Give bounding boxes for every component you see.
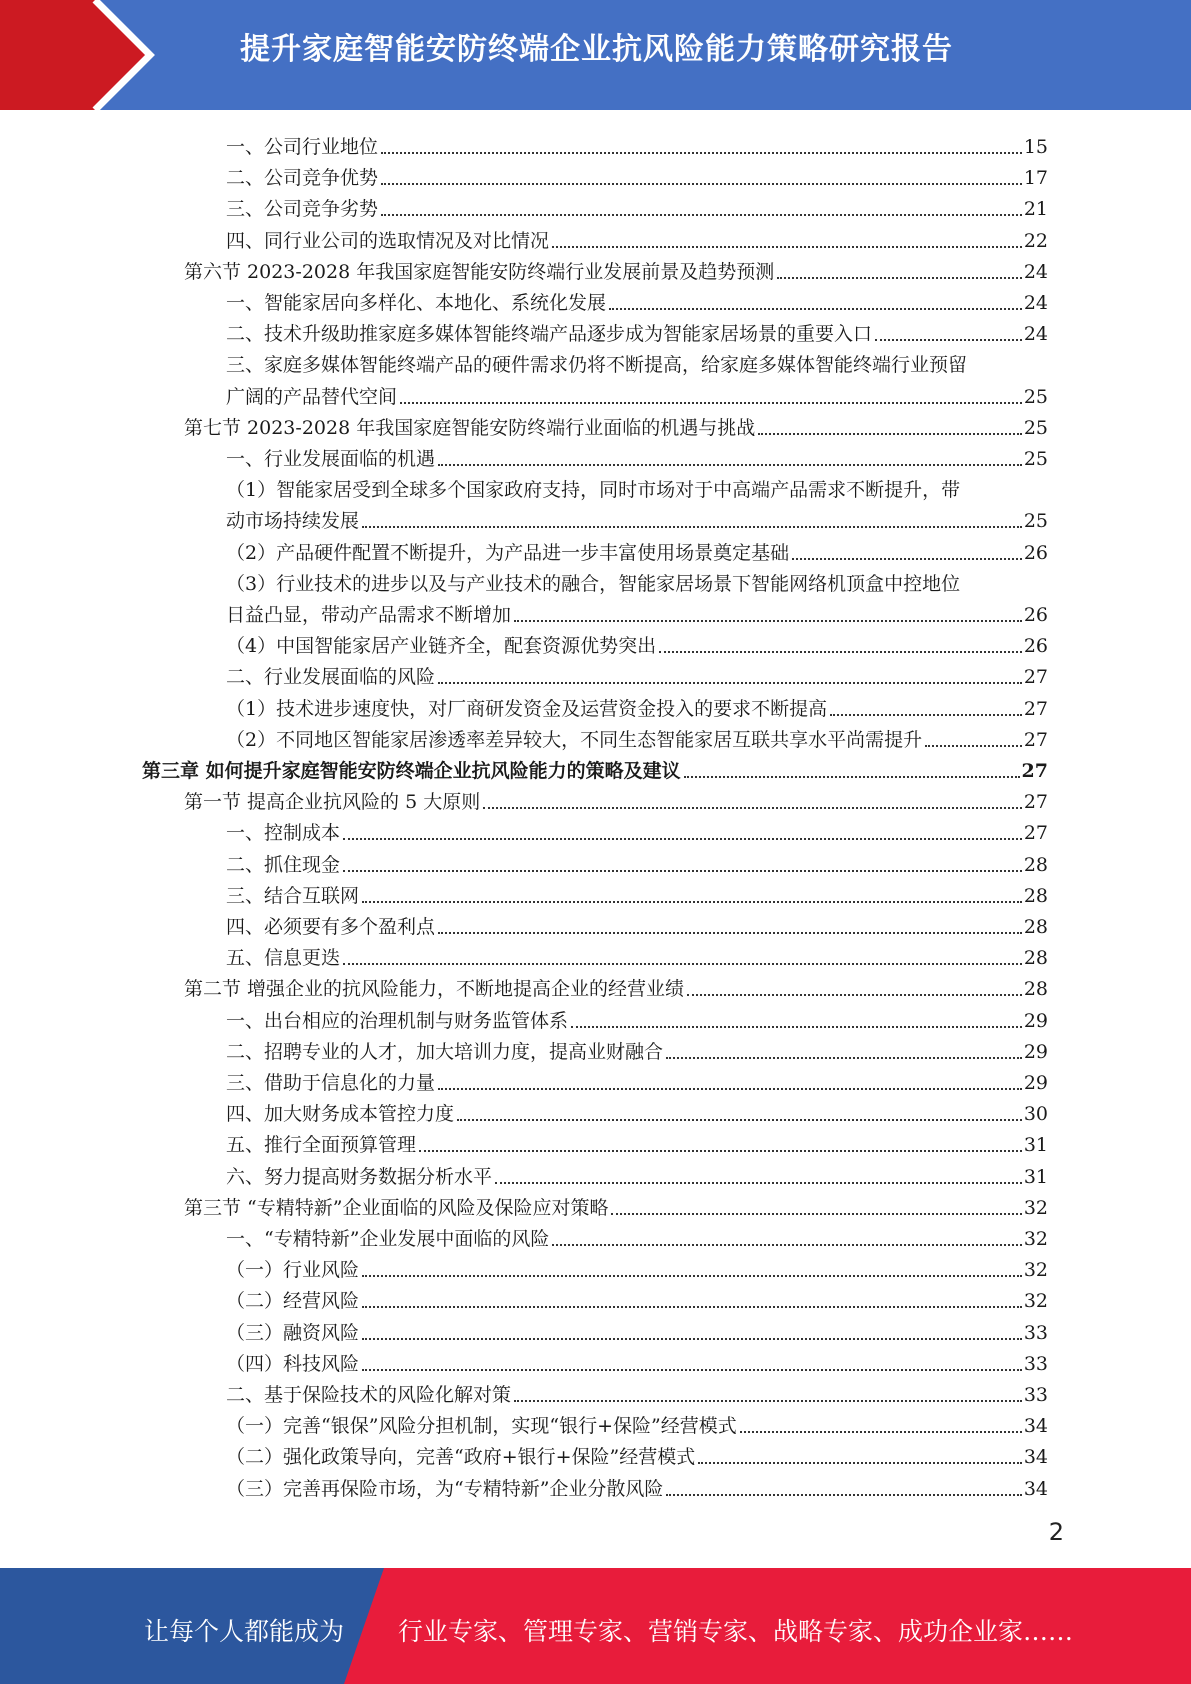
toc-entry-title: 五、信息更迭: [226, 947, 341, 970]
toc-page-number: 27: [1023, 666, 1048, 689]
toc-page-number: 27: [1023, 791, 1048, 814]
toc-page-number: 33: [1023, 1384, 1048, 1406]
toc-page-number: 25: [1023, 385, 1048, 408]
toc-leader-dots: [698, 1461, 1022, 1464]
toc-entry-title: 第六节 2023-2028 年我国家庭智能安防终端行业发展前景及趋势预测: [184, 260, 775, 283]
toc-entry-title: （2）不同地区智能家居渗透率差异较大，不同生态智能家居互联共享水平尚需提升: [226, 728, 923, 751]
toc-entry-title: 二、招聘专业的人才，加大培训力度，提高业财融合: [226, 1040, 664, 1063]
toc-entry-title: 广阔的产品替代空间: [226, 385, 398, 408]
toc-entry-title: 一、控制成本: [226, 822, 341, 845]
toc-entry[interactable]: [226, 315, 1048, 346]
toc-entry[interactable]: [226, 1033, 1048, 1064]
toc-entry[interactable]: [226, 128, 1048, 159]
toc-entry-title: （二）经营风险: [226, 1290, 360, 1313]
toc-entry-title: （三）融资风险: [226, 1321, 360, 1344]
toc-entry[interactable]: [226, 440, 1048, 471]
toc-leader-dots: [514, 619, 1022, 622]
toc-page-number: 32: [1023, 1196, 1048, 1219]
toc-leader-dots: [483, 806, 1022, 809]
toc-entry[interactable]: [226, 627, 1048, 658]
toc-leader-dots: [438, 931, 1022, 934]
toc-page-number: 22: [1023, 229, 1048, 252]
toc-page-number: 33: [1023, 1352, 1048, 1375]
toc-leader-dots: [666, 1493, 1021, 1496]
toc-page-number: 24: [1023, 323, 1048, 346]
toc-entry[interactable]: [226, 1282, 1048, 1313]
toc-leader-dots: [362, 525, 1022, 528]
toc-entry[interactable]: [226, 1345, 1048, 1376]
toc-leader-dots: [438, 463, 1022, 466]
toc-leader-dots: [438, 681, 1022, 684]
toc-leader-dots: [362, 1337, 1022, 1340]
toc-leader-dots: [684, 775, 1020, 778]
toc-entry-title: 四、必须要有多个盈利点: [226, 916, 436, 938]
toc-page-number: 24: [1023, 292, 1048, 314]
toc-page-number: 27: [1021, 760, 1048, 782]
toc-entry-title: 二、抓住现金: [226, 853, 341, 876]
toc-entry[interactable]: [226, 690, 1048, 721]
toc-leader-dots: [381, 151, 1022, 154]
toc-entry-title: 四、加大财务成本管控力度: [226, 1103, 455, 1126]
toc-entry-title: 二、公司竞争优势: [226, 167, 379, 190]
toc-page-number: 25: [1023, 448, 1048, 470]
toc-page-number: 26: [1023, 604, 1048, 626]
toc-entry[interactable]: [226, 908, 1048, 939]
toc-leader-dots: [438, 1087, 1022, 1090]
toc-leader-dots: [400, 401, 1022, 404]
toc-entry[interactable]: [226, 1376, 1048, 1407]
footer-slogan-right: 行业专家、管理专家、营销专家、战略专家、成功企业家……: [398, 1617, 1074, 1646]
toc-entry-title: 第三节 “专精特新”企业面临的风险及保险应对策略: [184, 1196, 609, 1219]
toc-page-number: 28: [1023, 978, 1048, 1001]
toc-page-number: 28: [1023, 947, 1048, 970]
toc-entry-title: 一、智能家居向多样化、本地化、系统化发展: [226, 292, 607, 314]
toc-entry-title: （4）中国智能家居产业链齐全，配套资源优势突出: [226, 635, 657, 658]
toc-page-number: 25: [1023, 510, 1048, 533]
toc-page-number: 21: [1023, 198, 1048, 221]
toc-leader-dots: [343, 869, 1022, 872]
toc-leader-dots: [830, 713, 1022, 716]
toc-entry[interactable]: [226, 658, 1048, 689]
toc-entry[interactable]: [226, 846, 1048, 877]
toc-leader-dots: [687, 993, 1022, 996]
toc-entry-title: （1）技术进步速度快，对厂商研发资金及运营资金投入的要求不断提高: [226, 697, 828, 720]
toc-leader-dots: [740, 1430, 1022, 1433]
toc-entry[interactable]: [226, 1126, 1048, 1157]
toc-leader-dots: [666, 1056, 1022, 1059]
toc-entry[interactable]: [226, 159, 1048, 190]
toc-entry[interactable]: [226, 1002, 1048, 1033]
toc-leader-dots: [495, 1181, 1022, 1184]
page-header: [0, 0, 1191, 110]
toc-leader-dots: [362, 1305, 1022, 1308]
toc-entry-title: （一）行业风险: [226, 1259, 360, 1282]
toc-page-number: 17: [1023, 167, 1048, 190]
toc-entry-title: 三、借助于信息化的力量: [226, 1072, 436, 1094]
toc-page-number: 28: [1023, 884, 1048, 907]
toc-page-number: 34: [1023, 1415, 1048, 1438]
toc-leader-dots: [552, 1243, 1021, 1246]
toc-entry[interactable]: [226, 378, 1048, 409]
toc-page-number: 28: [1023, 853, 1048, 876]
toc-entry-first-line: （1）智能家居受到全球多个国家政府支持，同时市场对于中高端产品需求不断提升，带: [226, 479, 961, 502]
toc-entry[interactable]: [184, 409, 1048, 440]
toc-entry-title: 二、技术升级助推家庭多媒体智能终端产品逐步成为智能家居场景的重要入口: [226, 323, 873, 346]
toc-page-number: 29: [1023, 1009, 1048, 1032]
toc-page-number: 31: [1023, 1165, 1048, 1188]
toc-page-number: 33: [1023, 1321, 1048, 1344]
toc-entry[interactable]: [226, 1470, 1048, 1501]
toc-entry-title: （三）完善再保险市场，为“专精特新”企业分散风险: [226, 1477, 664, 1500]
toc-leader-dots: [362, 1274, 1022, 1277]
toc-entry-title: 六、努力提高财务数据分析水平: [226, 1165, 493, 1188]
toc-entry[interactable]: [226, 284, 1048, 315]
toc-entry-title: 一、“专精特新”企业发展中面临的风险: [226, 1228, 550, 1250]
page-footer: [0, 1568, 1191, 1684]
toc-entry-title: 三、公司竞争劣势: [226, 198, 379, 221]
toc-entry[interactable]: [226, 939, 1048, 970]
toc-entry[interactable]: [226, 190, 1048, 221]
toc-entry[interactable]: [226, 1220, 1048, 1251]
toc-page-number: 25: [1023, 416, 1048, 439]
toc-entry[interactable]: [226, 1438, 1048, 1469]
toc-entry-title: 第二节 增强企业的抗风险能力，不断地提高企业的经营业绩: [184, 978, 685, 1001]
toc-page-number: 24: [1023, 260, 1048, 283]
toc-entry-title: 一、公司行业地位: [226, 136, 379, 158]
toc-entry[interactable]: [142, 752, 1048, 783]
toc-page-number: 26: [1023, 541, 1048, 564]
toc-leader-dots: [457, 1118, 1022, 1121]
toc-leader-dots: [362, 900, 1022, 903]
toc-leader-dots: [925, 744, 1022, 747]
toc-leader-dots: [419, 1149, 1022, 1152]
toc-leader-dots: [381, 213, 1022, 216]
toc-entry[interactable]: [226, 1158, 1048, 1189]
toc-entry-title: 动市场持续发展: [226, 510, 360, 533]
header-title: 提升家庭智能安防终端企业抗风险能力策略研究报告: [240, 32, 953, 67]
toc-page-number: 32: [1023, 1259, 1048, 1282]
toc-page-number: 27: [1023, 822, 1048, 845]
toc-leader-dots: [343, 837, 1022, 840]
toc-leader-dots: [362, 1368, 1022, 1371]
toc-entry[interactable]: [226, 814, 1048, 845]
toc-entry[interactable]: [226, 877, 1048, 908]
toc-entry[interactable]: [226, 502, 1048, 533]
toc-leader-dots: [381, 182, 1022, 185]
toc-page-number: 27: [1023, 728, 1048, 751]
toc-entry-title: （四）科技风险: [226, 1352, 360, 1375]
toc-entry[interactable]: [226, 1407, 1048, 1438]
toc-entry[interactable]: [184, 783, 1048, 814]
toc-page-number: 28: [1023, 916, 1048, 938]
toc-entry[interactable]: [226, 1314, 1048, 1345]
toc-entry-first-line: 三、家庭多媒体智能终端产品的硬件需求仍将不断提高，给家庭多媒体智能终端行业预留: [226, 354, 968, 377]
toc-entry-title: 五、推行全面预算管理: [226, 1134, 417, 1157]
toc-page-number: 29: [1023, 1072, 1048, 1094]
toc-entry-title: 一、出台相应的治理机制与财务监管体系: [226, 1009, 569, 1032]
toc-leader-dots: [552, 245, 1022, 248]
toc-page-number: 32: [1023, 1228, 1048, 1250]
toc-entry[interactable]: [226, 596, 1048, 627]
toc-entry-title: 四、同行业公司的选取情况及对比情况: [226, 229, 550, 252]
toc-leader-dots: [758, 432, 1022, 435]
toc-page-number: 26: [1023, 635, 1048, 658]
toc-page-number: 30: [1023, 1103, 1048, 1126]
toc-entry[interactable]: [226, 1251, 1048, 1282]
toc-leader-dots: [659, 650, 1022, 653]
toc-entry-title: 二、基于保险技术的风险化解对策: [226, 1384, 512, 1406]
toc-page-number: 34: [1023, 1477, 1048, 1500]
toc-entry-title: 第七节 2023-2028 年我国家庭智能安防终端行业面临的机遇与挑战: [184, 416, 756, 439]
toc-entry-title: （一）完善“银保”风险分担机制，实现“银行+保险”经营模式: [226, 1415, 737, 1438]
toc-entry-title: 日益凸显，带动产品需求不断增加: [226, 604, 512, 626]
toc-entry-title: （二）强化政策导向，完善“政府+银行+保险”经营模式: [226, 1446, 696, 1469]
toc-entry-title: 二、行业发展面临的风险: [226, 666, 436, 689]
toc-leader-dots: [343, 962, 1022, 965]
toc-page-number: 31: [1023, 1134, 1048, 1157]
toc-entry[interactable]: [226, 1095, 1048, 1126]
toc-entry-title: 第一节 提高企业抗风险的 5 大原则: [184, 791, 481, 814]
toc-leader-dots: [609, 307, 1022, 310]
toc-entry[interactable]: [226, 1064, 1048, 1095]
toc-leader-dots: [792, 557, 1022, 560]
header-red-arrow: [0, 0, 150, 110]
toc-page-number: 32: [1023, 1290, 1048, 1313]
toc-leader-dots: [777, 276, 1022, 279]
toc-page-number: 15: [1023, 136, 1048, 158]
toc-entry[interactable]: [226, 534, 1048, 565]
toc-leader-dots: [514, 1399, 1022, 1402]
toc-entry-title: 第三章 如何提升家庭智能安防终端企业抗风险能力的策略及建议: [142, 760, 681, 782]
toc-entry[interactable]: [184, 1189, 1048, 1220]
toc-entry[interactable]: [184, 970, 1048, 1001]
toc-entry-first-line: （3）行业技术的进步以及与产业技术的融合，智能家居场景下智能网络机顶盒中控地位: [226, 572, 961, 595]
page-number: 2: [1048, 1518, 1064, 1546]
toc-page-number: 34: [1023, 1446, 1048, 1469]
toc-leader-dots: [875, 338, 1022, 341]
toc-entry-title: 一、行业发展面临的机遇: [226, 448, 436, 470]
toc-entry[interactable]: [226, 721, 1048, 752]
toc-entry-title: 三、结合互联网: [226, 884, 360, 907]
toc-leader-dots: [611, 1212, 1021, 1215]
footer-slogan-left: 让每个人都能成为: [144, 1617, 345, 1646]
toc-page-number: 27: [1023, 697, 1048, 720]
toc-leader-dots: [571, 1025, 1022, 1028]
toc-entry[interactable]: [184, 253, 1048, 284]
toc-entry[interactable]: [226, 222, 1048, 253]
toc-page-number: 29: [1023, 1040, 1048, 1063]
toc-entry-title: （2）产品硬件配置不断提升，为产品进一步丰富使用场景奠定基础: [226, 541, 790, 564]
